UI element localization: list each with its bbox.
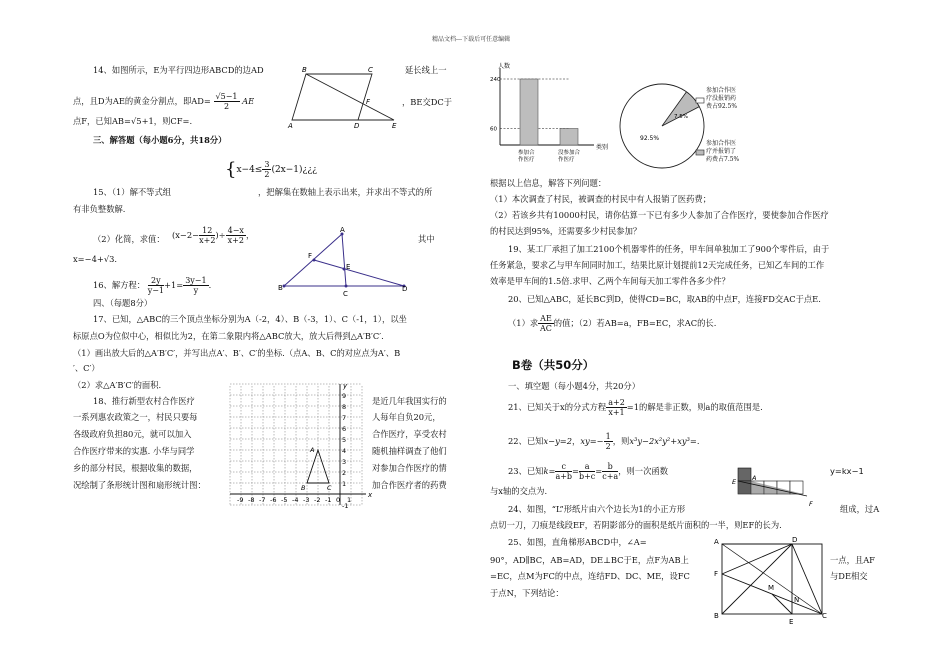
pie-legend-swatch-1	[696, 98, 704, 103]
q18-r2: 人每年自负20元，	[372, 412, 441, 422]
bar	[560, 129, 578, 146]
q18-l4: 合作医疗带来的实惠. 小华与同学	[73, 446, 195, 456]
q15-line1: 15、（1）解不等式组	[93, 187, 172, 197]
fig25-label-e: E	[789, 618, 794, 626]
fig20-label-e: E	[346, 263, 351, 271]
section-b-subtitle: 一、填空题（每小题4分，共20分）	[508, 381, 640, 391]
q18-l1: 18、推行新型农村合作医疗	[93, 396, 195, 406]
pie-legend-swatch-2	[696, 150, 704, 155]
bar-category-label: 作医疗	[518, 157, 535, 163]
q25-line1: 25、如图，直角梯形ABCD中，∠A=	[508, 537, 647, 547]
q23-line: 23、已知k= $\frac{c}{a+b}$ = $\frac{a}{b+c}$ = $\frac{b}{c+a}$ ，则一次函数	[508, 462, 668, 481]
q23-function: y=kx−1	[830, 466, 864, 476]
x-tick-label: -4	[292, 496, 299, 504]
point-b-label: B	[301, 484, 306, 492]
fig20-label-b: B	[278, 284, 283, 292]
bar-y-tick-label: 240	[490, 77, 501, 83]
bar-category-label: 参加合	[518, 150, 535, 156]
q15-line1-end: ，把解集在数轴上表示出来，并求出不等式的所	[258, 187, 433, 197]
x-tick-label: 0	[336, 496, 341, 504]
q24-l-shape-figure	[732, 462, 828, 508]
q24-line2: 点切一刀，刀痕是线段EF，若阴影部分的面积是纸片面积的一半，则EF的长为.	[490, 520, 782, 530]
x-tick-label: -8	[248, 496, 255, 504]
coordinate-grid	[228, 382, 373, 514]
y-tick-label: 2	[342, 469, 347, 477]
fig14-label-b: B	[302, 66, 307, 74]
x-tick-label: -3	[303, 496, 310, 504]
x-tick-label: -1	[325, 496, 332, 504]
q14-line1-end: 延长线上一	[405, 65, 447, 75]
q15-line2: 有非负整数解.	[73, 204, 126, 214]
x-tick-label: -2	[314, 496, 321, 504]
q18-l3: 各级政府负担80元，就可以加入	[73, 429, 192, 439]
q14-line2: 点，且D为AE的黄金分割点，即AD= $\frac{√5-1}{2}$ AE	[73, 92, 255, 111]
q20-figure	[280, 228, 410, 298]
x-tick-label: -5	[281, 496, 288, 504]
q18-l5: 乡的部分村民，根据收集的数据，	[73, 463, 198, 473]
fig14-label-f: F	[366, 98, 371, 106]
q18-r4: 随机抽样调查了他们	[372, 446, 447, 456]
y-tick-label: -1	[342, 502, 349, 510]
q19-line2: 任务紧急，要求乙与甲车间同时加工，结果比原计划提前12天完成任务，已知乙车间的工作	[490, 260, 825, 270]
q17-line1: 17、已知，△ABC的三个顶点坐标分别为A（-2，4）、B（-3，1）、C（-1，1），以坐	[93, 314, 407, 324]
bar	[520, 79, 538, 145]
fig25-label-m: M	[768, 584, 775, 592]
pie-label-large: 92.5%	[640, 135, 660, 142]
pie-chart	[612, 80, 772, 180]
fig20-label-c: C	[343, 290, 348, 298]
q18-l2: 一系列惠农政策之一，村民只要每	[73, 412, 198, 422]
triangle-abc	[307, 450, 329, 483]
q14-figure	[288, 66, 398, 130]
q25-line2-end: 一点，且AF	[830, 555, 875, 565]
x-tick-label: 1	[347, 496, 352, 504]
y-tick-label: 8	[342, 403, 347, 411]
x-tick-label: -7	[259, 496, 266, 504]
bar-y-tick-label: 60	[490, 126, 497, 133]
fig20-label-d: D	[402, 285, 408, 293]
y-tick-label: 3	[342, 458, 347, 466]
l-shape-square	[738, 468, 751, 481]
q14-line2-end: ，BE交DC于	[402, 97, 453, 107]
pie-legend-1: 参加合作医 疗没报销药 费占92.5%	[706, 87, 738, 110]
q23-line2: 与x轴的交点为.	[490, 486, 548, 496]
q15-2-line: （2）化简，求值：	[93, 234, 165, 244]
fig25-label-b: B	[714, 612, 719, 620]
x-tick-label: -6	[270, 496, 277, 504]
q19-line3: 效率是甲车间的1.5倍.求甲、乙两个车间每天加工零件各多少件？	[490, 276, 730, 286]
q18-part2-a: （2）若该乡共有10000村民，请你估算一下已有多少人参加了合作医疗，要使参加合作医疗	[490, 210, 829, 220]
q18-part1: （1）本次调查了村民，被调查的村民中有人报销了医药费；	[490, 194, 711, 204]
q25-trapezoid-figure	[712, 538, 830, 624]
q25-line3-end: 与DE相交	[830, 571, 868, 581]
l-shape-label-e: E	[732, 478, 737, 486]
q18-l6: 况绘制了条形统计图和扇形统计图：	[73, 480, 206, 490]
pie-label-small: 7.5%	[674, 114, 688, 120]
l-shape-label-a: A	[752, 474, 757, 482]
y-tick-label: 1	[342, 480, 347, 488]
q20-line2: （1）求 $\frac{AE}{AC}$ 的值；（2）若AB=a，FB=EC，求AC的长.	[508, 314, 717, 333]
y-tick-label: 9	[342, 392, 347, 400]
section-b-title: B卷（共50分）	[512, 358, 595, 372]
q18-prompt: 根据以上信息，解答下列问题：	[490, 178, 607, 188]
q17-line4: ′、C′）	[73, 363, 100, 373]
q16-line: 16、解方程： $\frac{2y}{y-1}$ +1= $\frac{3y-1}{y}$ .	[93, 276, 212, 295]
fig25-label-n: N	[794, 596, 800, 604]
q15-2-where: 其中	[418, 234, 435, 244]
q19-line1: 19、某工厂承担了加工2100个机器零件的任务，甲车间单独加工了900个零件后，由于	[508, 244, 830, 254]
y-tick-label: 7	[342, 414, 347, 422]
q14-line3: 点F，已知AB=√5+1，则CF=.	[73, 116, 193, 126]
q15-system: {x−4≤ $\frac{3}{2}$ (2x−1)¿¿¿	[225, 159, 318, 180]
q14-line1: 14、如图所示，E为平行四边形ABCD的边AD	[93, 65, 264, 75]
q20-line1: 20、已知△ABC，延长BC到D，使得CD=BC，取AB的中点F，连接FD交AC于点E.	[508, 294, 821, 304]
fig20-label-a: A	[340, 226, 345, 234]
fig14-label-c: C	[368, 66, 373, 74]
q24-line1-end: 组成，过A	[840, 504, 880, 514]
q21-line: 21、已知关于x的分式方程 $\frac{a+2}{x+1}$ =1的解是非正数，则a的取值范围是.	[508, 398, 763, 417]
fig25-label-a: A	[714, 538, 719, 546]
section-3-title: 三、解答题（每小题6分，共18分）	[93, 135, 227, 145]
fig20-label-f: F	[308, 252, 313, 260]
fig14-label-d: D	[354, 122, 360, 130]
q18-r1: 是近几年我国实行的	[372, 396, 447, 406]
bar-category-label: 没参加合	[558, 150, 581, 156]
q25-line2: 90°，AD∥BC，AB=AD，DE⊥BC于E，点F为AB上	[490, 555, 689, 565]
bar-category-label: 作医疗	[558, 157, 575, 163]
q25-line3: =EC，点M为FC的中点，连结FD、DC、ME，设FC	[490, 571, 690, 581]
q22-line: 22、已知x−y=2，xy=− $\frac{1}{2}$ ，则x³y−2x²y²+xy³=.	[508, 432, 700, 451]
point-c-label: C	[327, 484, 332, 492]
q17-line5: （2）求△A′B′C′的面积.	[73, 380, 162, 390]
x-axis-label: x	[368, 491, 373, 499]
q18-r6: 加合作医疗者的药费	[372, 480, 447, 490]
y-axis-label: y	[343, 382, 348, 390]
q24-line1: 24、如图，“L”形纸片由六个边长为1的小正方形	[508, 504, 686, 514]
fig25-label-f: F	[714, 570, 719, 578]
point-a-label: A	[310, 446, 315, 454]
l-shape-label-f: F	[809, 500, 813, 508]
pie-legend-2: 参加合作医 疗并报销了 药费占7.5%	[706, 140, 740, 163]
fig25-label-d: D	[792, 536, 798, 544]
q18-r3: 合作医疗，享受农村	[372, 429, 447, 439]
fig14-label-e: E	[392, 122, 397, 130]
page-header: 精品文档---下载后可任意编辑	[432, 36, 511, 43]
bar-chart	[490, 62, 610, 177]
q15-2-expression: (x−2− $\frac{12}{x+2}$ )÷ $\frac{4-x}{x+2}$ ，	[172, 226, 255, 245]
q18-r5: 对参加合作医疗的情	[372, 463, 447, 473]
y-tick-label: 5	[342, 436, 347, 444]
q17-line3: （1）画出放大后的△A′B′C′，并写出点A′、B′、C′的坐标.（点A、B、C的对应点为A′、B	[73, 348, 401, 358]
q15-2-value: x=−4+√3.	[73, 254, 118, 264]
bar-y-axis-label: 人数	[498, 63, 511, 70]
q25-line4: 于点N，下列结论：	[490, 588, 564, 598]
y-tick-label: 6	[342, 425, 347, 433]
section-4-title: 四、（每题8分）	[93, 298, 153, 308]
bar-x-axis-label: 类别	[596, 144, 609, 151]
q18-part2-b: 的村民达到95%，还需要多少村民参加？	[490, 226, 642, 236]
q17-line2: 标原点O为位似中心，相似比为2，在第二象限内将△ABC放大，放大后得到△A′B′C′.	[73, 331, 384, 341]
y-tick-label: 4	[342, 447, 347, 455]
fig14-label-a: A	[288, 122, 293, 130]
fig25-label-c: C	[822, 612, 827, 620]
x-tick-label: -9	[237, 496, 244, 504]
